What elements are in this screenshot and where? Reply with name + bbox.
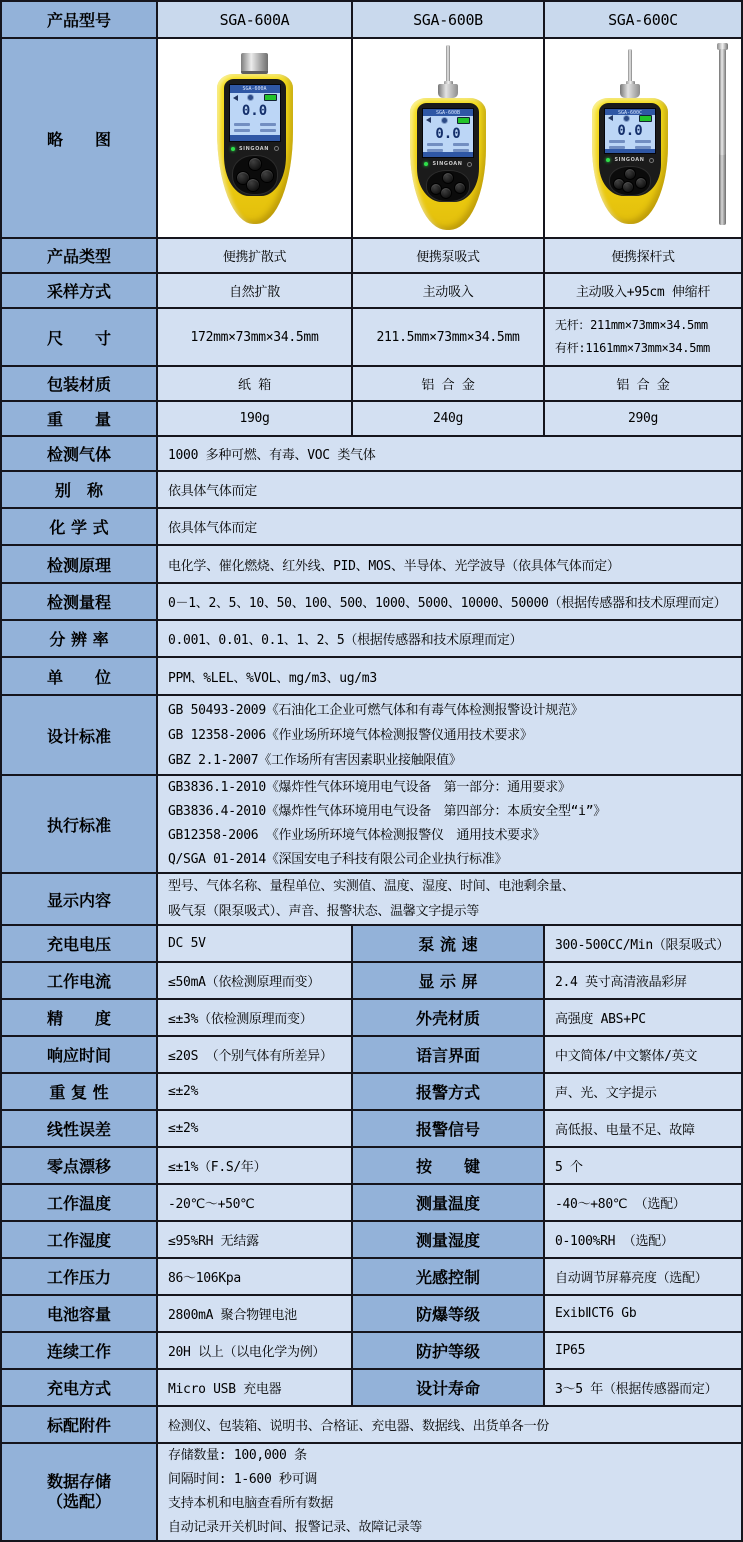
- cell-value: 依具体气体而定: [158, 472, 741, 507]
- table-row: [2, 926, 741, 961]
- cell-value: [158, 776, 741, 872]
- screen-statusbar: [423, 152, 473, 157]
- screen-title: SGA-600A: [230, 85, 280, 93]
- storage-line: 存储数量: 100,000 条: [168, 1448, 307, 1463]
- standard-line: GB12358-2006 《作业场所环境气体检测报警仪 通用技术要求》: [168, 828, 546, 843]
- cell-value: 依具体气体而定: [158, 509, 741, 544]
- table-row: [2, 546, 741, 582]
- cell-value: 便携扩散式: [158, 239, 351, 272]
- cell-value: [158, 696, 741, 774]
- standard-line: GBZ 2.1-2007《工作场所有害因素职业接触限值》: [168, 752, 462, 768]
- cell-value: 2.4 英寸高清液晶彩屏: [545, 963, 741, 998]
- speaker-icon: [608, 115, 613, 121]
- fan-icon: [248, 95, 253, 100]
- keypad-button: [635, 177, 647, 189]
- table-row: [2, 874, 741, 924]
- row-label: 包装材质: [2, 367, 156, 400]
- screen-info-rows: [230, 120, 280, 135]
- device-illustration: [410, 45, 486, 230]
- table-row: [2, 402, 741, 435]
- row-label-line: 数据存储: [46, 1472, 111, 1491]
- dimension-line: 无杆：211mm×73mm×34.5mm: [555, 318, 708, 332]
- cell-value: 20H 以上（以电化学为例）: [158, 1333, 351, 1368]
- cell-value: 主动吸入: [353, 274, 543, 307]
- probe-rod-icon: [446, 45, 450, 81]
- keypad-button: [442, 172, 454, 184]
- cell-value: 290g: [545, 402, 741, 435]
- cell-value: -20℃～+50℃: [158, 1185, 351, 1220]
- product-image-sga600a: [158, 39, 351, 237]
- row-label: 检测气体: [2, 437, 156, 470]
- cell-value: 0-100%RH （选配）: [545, 1222, 741, 1257]
- device-midrow: [599, 156, 661, 164]
- cell-value: 纸 箱: [158, 367, 351, 400]
- cell-value: IP65: [545, 1333, 741, 1368]
- cell-value: ≤95%RH 无结露: [158, 1222, 351, 1257]
- led-indicator: [424, 162, 428, 166]
- content-line: 型号、气体名称、量程单位、实测值、温度、湿度、时间、电池剩余量、: [168, 879, 575, 894]
- row-label: 零点漂移: [2, 1148, 156, 1183]
- cell-value: ≤±3%（依检测原理而变）: [158, 1000, 351, 1035]
- row-label: 报警方式: [353, 1074, 543, 1109]
- row-label: 执行标准: [2, 776, 156, 872]
- table-row: [2, 1407, 741, 1442]
- cell-value: ≤20S （个别气体有所差异）: [158, 1037, 351, 1072]
- gas-reading: 0.0: [435, 125, 461, 142]
- cell-value: 3～5 年（根据传感器而定）: [545, 1370, 741, 1405]
- cell-value: 172mm×73mm×34.5mm: [158, 309, 351, 365]
- cell-value: [158, 874, 741, 924]
- storage-line: 自动记录开关机时间、报警记录、故障记录等: [168, 1520, 423, 1535]
- table-row: [2, 1222, 741, 1257]
- table-row: [2, 776, 741, 872]
- table-row: [2, 1259, 741, 1294]
- cell-value: 5 个: [545, 1148, 741, 1183]
- standard-line: GB3836.4-2010《爆炸性气体环境用电气设备 第四部分：本质安全型“i”》: [168, 804, 606, 819]
- model-name-b: SGA-600B: [353, 2, 543, 37]
- row-label: 充电方式: [2, 1370, 156, 1405]
- table-row: [2, 696, 741, 774]
- row-label: 分 辨 率: [2, 621, 156, 656]
- sensor-cap-icon: [620, 84, 640, 98]
- power-icon: [649, 158, 654, 163]
- row-label: 测量温度: [353, 1185, 543, 1220]
- product-image-sga600c: [545, 39, 741, 237]
- cell-value: 声、光、文字提示: [545, 1074, 741, 1109]
- brand-label: SINGOAN: [238, 145, 270, 152]
- table-row: [2, 274, 741, 307]
- cell-value: 高强度 ABS+PC: [545, 1000, 741, 1035]
- table-row: [2, 437, 741, 470]
- battery-icon: [457, 117, 470, 124]
- content-line: 吸气泵（限泵吸式）、声音、报警状态、温馨文字提示等: [168, 904, 480, 919]
- row-label: 防爆等级: [353, 1296, 543, 1331]
- row-label: 显示内容: [2, 874, 156, 924]
- row-label: 工作压力: [2, 1259, 156, 1294]
- cell-value: 检测仪、包装箱、说明书、合格证、充电器、数据线、出货单各一份: [158, 1407, 741, 1442]
- row-label: 泵 流 速: [353, 926, 543, 961]
- table-row: [2, 1296, 741, 1331]
- row-label: 设计标准: [2, 696, 156, 774]
- row-label: 响应时间: [2, 1037, 156, 1072]
- device-face: [599, 103, 661, 196]
- cell-value: ≤±1%（F.S/年）: [158, 1148, 351, 1183]
- cell-value: 240g: [353, 402, 543, 435]
- row-label: 电池容量: [2, 1296, 156, 1331]
- row-label: 工作电流: [2, 963, 156, 998]
- cell-value: [545, 309, 741, 365]
- led-indicator: [606, 158, 610, 162]
- keypad: [609, 166, 651, 196]
- row-label: 检测量程: [2, 584, 156, 619]
- sensor-cap-icon: [241, 53, 268, 74]
- row-label: 测量湿度: [353, 1222, 543, 1257]
- screen-info-rows: [605, 140, 655, 149]
- speaker-icon: [426, 117, 431, 123]
- row-label: 按 键: [353, 1148, 543, 1183]
- cell-value: 铝 合 金: [545, 367, 741, 400]
- screen-title: SGA-600C: [605, 109, 655, 115]
- row-label: 报警信号: [353, 1111, 543, 1146]
- device-face: [417, 103, 479, 202]
- battery-icon: [639, 115, 652, 122]
- screen-statusbar: [605, 149, 655, 153]
- device-body: [217, 74, 293, 224]
- cell-value: ≤±2%: [158, 1111, 351, 1146]
- table-row: [2, 1111, 741, 1146]
- cell-value: ExibⅡCT6 Gb: [545, 1296, 741, 1331]
- row-label: 略 图: [2, 39, 156, 237]
- row-label: 产品类型: [2, 239, 156, 272]
- keypad-button: [260, 169, 274, 183]
- cell-value: 高低报、电量不足、故障: [545, 1111, 741, 1146]
- device-body: [410, 98, 486, 230]
- product-image-sga600b: [353, 39, 543, 237]
- row-label: 单 位: [2, 658, 156, 694]
- brand-label: SINGOAN: [614, 157, 645, 164]
- cell-value: 主动吸入+95cm 伸缩杆: [545, 274, 741, 307]
- battery-icon: [264, 94, 277, 101]
- device-midrow: [417, 160, 479, 168]
- device-body: [592, 98, 668, 224]
- screen-title: SGA-600B: [423, 109, 473, 116]
- cell-value: 便携泵吸式: [353, 239, 543, 272]
- fan-icon: [442, 118, 447, 123]
- fan-icon: [624, 116, 629, 121]
- row-label-line: （选配）: [46, 1492, 111, 1511]
- row-label: 充电电压: [2, 926, 156, 961]
- cell-value: 86～106Kpa: [158, 1259, 351, 1294]
- model-name-c: SGA-600C: [545, 2, 741, 37]
- table-row: [2, 1074, 741, 1109]
- cell-value: 自动调节屏幕亮度（选配）: [545, 1259, 741, 1294]
- table-row: [2, 1444, 741, 1540]
- table-row: [2, 1185, 741, 1220]
- cell-value: 铝 合 金: [353, 367, 543, 400]
- cell-value: -40～+80℃ （选配）: [545, 1185, 741, 1220]
- power-icon: [467, 162, 472, 167]
- cell-value: 电化学、催化燃烧、红外线、PID、MOS、半导体、光学波导（依具体气体而定）: [158, 546, 741, 582]
- keypad-button: [248, 157, 262, 171]
- header-row: [2, 2, 741, 37]
- table-row: [2, 658, 741, 694]
- table-row: [2, 1370, 741, 1405]
- device-screen: [422, 108, 474, 158]
- screen-status-icons: [423, 116, 473, 124]
- gas-reading: 0.0: [617, 122, 643, 139]
- row-label: 外壳材质: [353, 1000, 543, 1035]
- row-label: 显 示 屏: [353, 963, 543, 998]
- cell-value: 便携探杆式: [545, 239, 741, 272]
- cell-value: 300-500CC/Min（限泵吸式）: [545, 926, 741, 961]
- led-indicator: [231, 147, 235, 151]
- cell-value: 190g: [158, 402, 351, 435]
- row-label: 标配附件: [2, 1407, 156, 1442]
- table-row: [2, 584, 741, 619]
- row-label: 尺 寸: [2, 309, 156, 365]
- cell-value: PPM、%LEL、%VOL、mg/m3、ug/m3: [158, 658, 741, 694]
- screen-status-icons: [605, 115, 655, 122]
- keypad-button: [454, 182, 466, 194]
- cell-value: 中文简体/中文繁体/英文: [545, 1037, 741, 1072]
- row-label: 检测原理: [2, 546, 156, 582]
- keypad-button: [624, 168, 636, 180]
- row-label: [2, 1444, 156, 1540]
- keypad-button: [246, 178, 260, 192]
- table-row: [2, 1148, 741, 1183]
- cell-value: Micro USB 充电器: [158, 1370, 351, 1405]
- standard-line: GB3836.1-2010《爆炸性气体环境用电气设备 第一部分：通用要求》: [168, 780, 571, 795]
- standard-line: GB 50493-2009《石油化工企业可燃气体和有毒气体检测报警设计规范》: [168, 702, 584, 718]
- cell-value: [158, 1444, 741, 1540]
- row-label: 精 度: [2, 1000, 156, 1035]
- row-label: 光感控制: [353, 1259, 543, 1294]
- keypad-button: [440, 187, 452, 199]
- standard-line: Q/SGA 01-2014《深国安电子科技有限公司企业执行标准》: [168, 852, 508, 867]
- device-face: [224, 79, 286, 196]
- cell-value: ≤50mA（依检测原理而变）: [158, 963, 351, 998]
- screen-statusbar: [230, 135, 280, 141]
- row-label: 重 复 性: [2, 1074, 156, 1109]
- row-label: 设计寿命: [353, 1370, 543, 1405]
- row-label: 重 量: [2, 402, 156, 435]
- device-screen: [229, 84, 281, 142]
- table-row: [2, 1000, 741, 1035]
- device-illustration: [592, 49, 668, 224]
- table-row: [2, 509, 741, 544]
- cell-value: DC 5V: [158, 926, 351, 961]
- device-screen: [604, 108, 656, 154]
- device-illustration: [217, 53, 293, 224]
- row-label: 产品型号: [2, 2, 156, 37]
- cell-value: 0.001、0.01、0.1、1、2、5（根据传感器和技术原理而定）: [158, 621, 741, 656]
- table-row: [2, 309, 741, 365]
- keypad: [426, 170, 470, 202]
- sketch-row: [2, 39, 741, 237]
- cell-value: ≤±2%: [158, 1074, 351, 1109]
- table-row: [2, 367, 741, 400]
- row-label: 别 称: [2, 472, 156, 507]
- row-label: 线性误差: [2, 1111, 156, 1146]
- screen-info-rows: [423, 143, 473, 152]
- table-row: [2, 963, 741, 998]
- row-label: 防护等级: [353, 1333, 543, 1368]
- standard-line: GB 12358-2006《作业场所环境气体检测报警仪通用技术要求》: [168, 727, 533, 743]
- row-label: 工作湿度: [2, 1222, 156, 1257]
- brand-label: SINGOAN: [432, 161, 463, 168]
- storage-line: 间隔时间: 1-600 秒可调: [168, 1472, 318, 1487]
- dimension-line: 有杆:1161mm×73mm×34.5mm: [555, 341, 710, 355]
- sensor-cap-icon: [438, 84, 458, 98]
- cell-value: 0－1、2、5、10、50、100、500、1000、5000、10000、50000（根据传感器和技术原理而定）: [158, 584, 741, 619]
- row-label: 工作温度: [2, 1185, 156, 1220]
- keypad: [232, 155, 278, 195]
- cell-value: 2800mA 聚合物锂电池: [158, 1296, 351, 1331]
- table-row: [2, 472, 741, 507]
- table-row: [2, 239, 741, 272]
- screen-status-icons: [230, 93, 280, 102]
- row-label: 采样方式: [2, 274, 156, 307]
- power-icon: [274, 146, 279, 151]
- device-midrow: [224, 144, 286, 153]
- speaker-icon: [233, 95, 238, 101]
- cell-value: 自然扩散: [158, 274, 351, 307]
- row-label: 语言界面: [353, 1037, 543, 1072]
- cell-value: 211.5mm×73mm×34.5mm: [353, 309, 543, 365]
- storage-line: 支持本机和电脑查看所有数据: [168, 1496, 334, 1511]
- table-row: [2, 621, 741, 656]
- keypad-button: [622, 181, 634, 193]
- telescopic-rod-icon: [719, 49, 726, 225]
- cell-value: 1000 多种可燃、有毒、VOC 类气体: [158, 437, 741, 470]
- table-row: [2, 1037, 741, 1072]
- model-name-a: SGA-600A: [158, 2, 351, 37]
- row-label: 化 学 式: [2, 509, 156, 544]
- table-row: [2, 1333, 741, 1368]
- row-label: 连续工作: [2, 1333, 156, 1368]
- gas-reading: 0.0: [241, 103, 268, 119]
- probe-rod-icon: [628, 49, 632, 81]
